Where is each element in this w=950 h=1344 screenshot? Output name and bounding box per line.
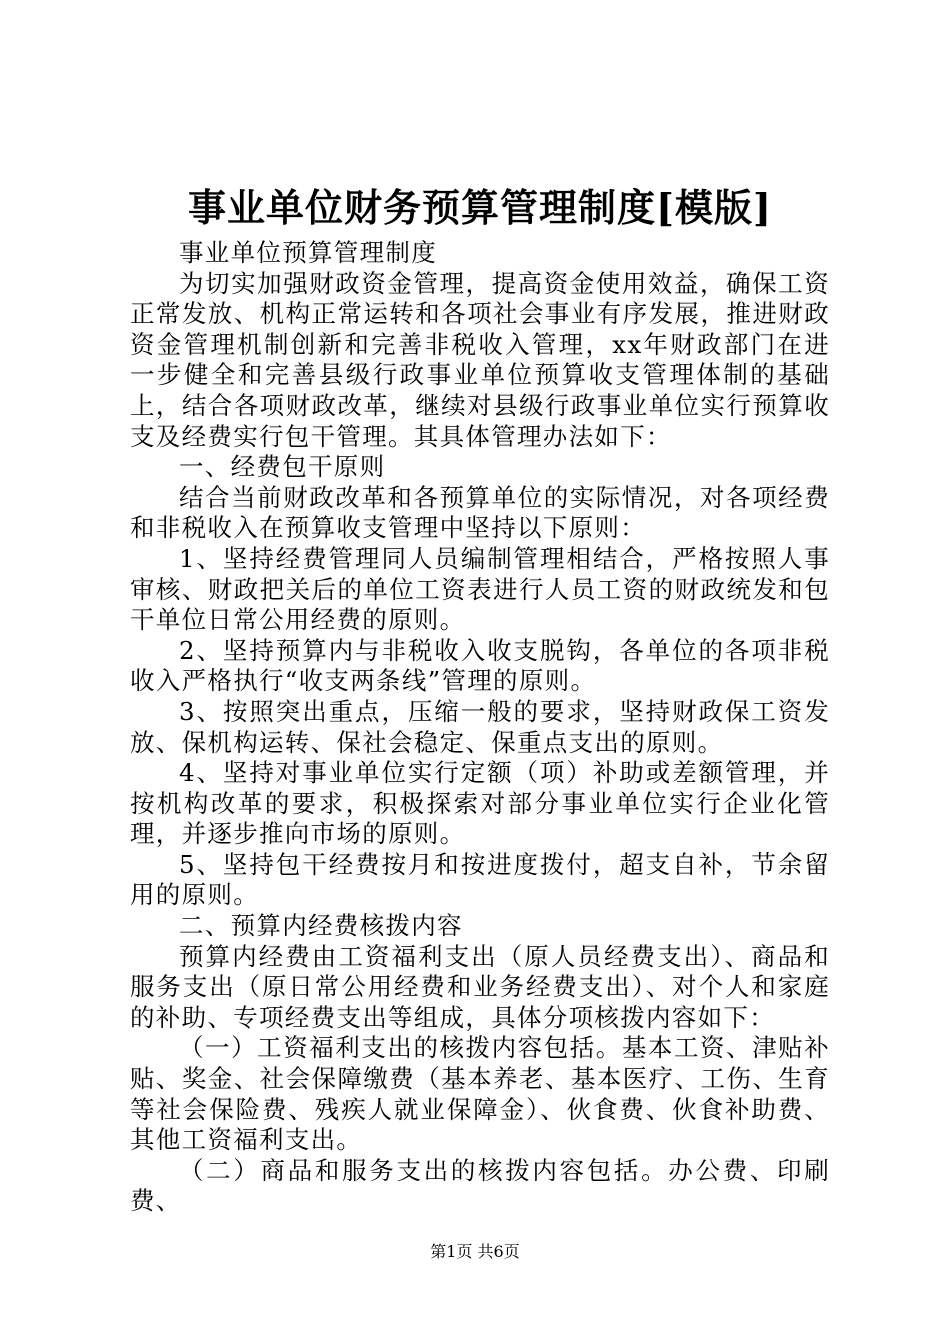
paragraph-subtitle: 事业单位预算管理制度: [179, 238, 437, 267]
paragraph-principle-4: 4、坚持对事业单位实行定额（项）补助或差额管理，并按机构改革的要求，积极探索对部分事业单位实行企业化管理，并逐步推向市场的原则。: [130, 758, 830, 849]
paragraph-item-1: （一）工资福利支出的核拨内容包括。基本工资、津贴补贴、奖金、社会保障缴费（基本养老、基本医疗、工伤、生育等社会保险费、残疾人就业保障金）、伙食费、伙食补助费、其他工资福利支出。: [130, 1033, 830, 1155]
section-heading-1: 一、经费包干原则: [179, 452, 386, 482]
document-body: [130, 238, 830, 1217]
paragraph-principle-1: 1、坚持经费管理同人员编制管理相结合，严格按照人事审核、财政把关后的单位工资表进行人员工资的财政统发和包干单位日常公用经费的原则。: [130, 543, 830, 635]
paragraph-budget-content: 预算内经费由工资福利支出（原人员经费支出）、商品和服务支出（原日常公用经费和业务经费支出）、对个人和家庭的补助、专项经费支出等组成，具体分项核拨内容如下：: [130, 941, 830, 1032]
page-footer: 第1页 共6页: [430, 1242, 520, 1261]
paragraph-principles-intro: 结合当前财政改革和各预算单位的实际情况，对各项经费和非税收入在预算收支管理中坚持以下原则：: [130, 482, 830, 543]
paragraph-principle-3: 3、按照突出重点，压缩一般的要求，坚持财政保工资发放、保机构运转、保社会稳定、保重点支出的原则。: [130, 696, 830, 757]
document-title: 事业单位财务预算管理制度[模版]: [188, 185, 772, 230]
paragraph-intro: 为切实加强财政资金管理，提高资金使用效益，确保工资正常发放、机构正常运转和各项社会事业有序发展，推进财政资金管理机制创新和完善非税收入管理，xx年财政部门在进一步健全和完善县级行政事业单位预算收支管理体制的基础上，结合各项财政改革，继续对县级行政事业单位实行预算收支及经费实行包干管理。其具体管理办法如下：: [130, 268, 830, 451]
paragraph-item-2: （二）商品和服务支出的核拨内容包括。办公费、印刷费、: [130, 1155, 830, 1216]
section-heading-2: 二、预算内经费核拨内容: [179, 911, 463, 941]
paragraph-principle-5: 5、坚持包干经费按月和按进度拨付，超支自补，节余留用的原则。: [130, 849, 830, 910]
paragraph-principle-2: 2、坚持预算内与非税收入收支脱钩，各单位的各项非税收入严格执行“收支两条线”管理的原则。: [130, 635, 830, 696]
